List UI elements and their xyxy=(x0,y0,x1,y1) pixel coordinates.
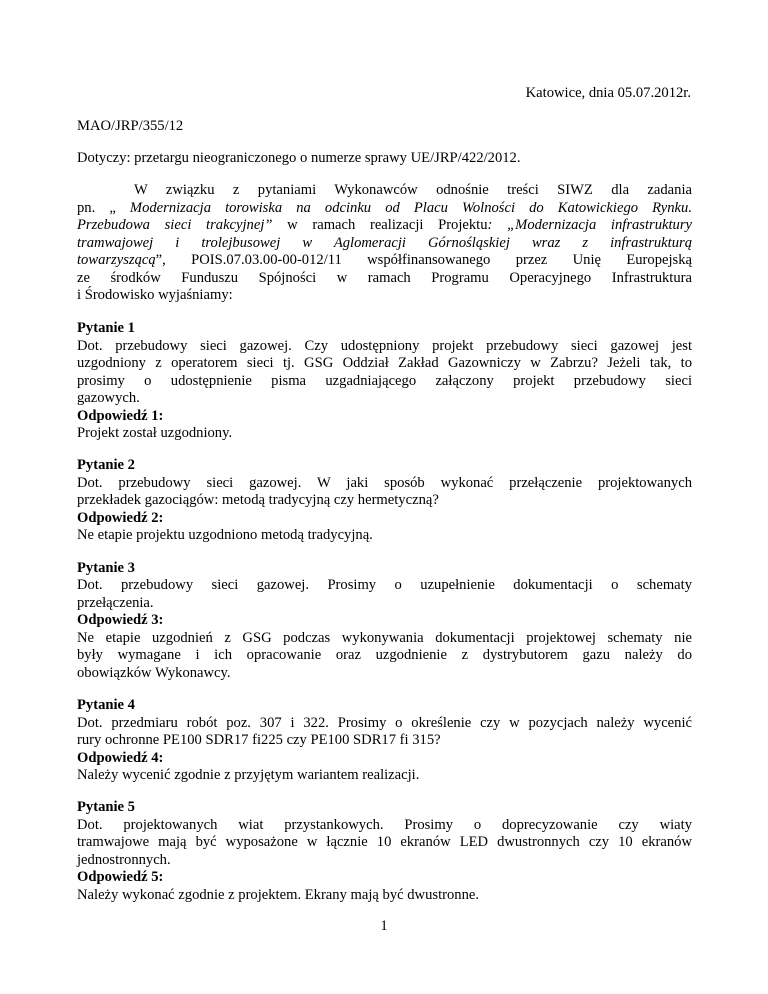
intro-line: i Środowisko wyjaśniamy: xyxy=(77,287,233,303)
reference-number: MAO/JRP/355/12 xyxy=(77,118,184,134)
page-number: 1 xyxy=(380,918,388,934)
intro-text: w ramach realizacji Projektu xyxy=(272,217,488,233)
answer-line: Należy wycenić zgodnie z przyjętym wariantem realizacji. xyxy=(77,767,420,783)
answer-label: Odpowiedź 4: xyxy=(77,750,164,766)
question-line: gazowych. xyxy=(77,390,140,406)
answer-label: Odpowiedź 5: xyxy=(77,869,164,885)
subject-line: Dotyczy: przetargu nieograniczonego o numerze sprawy UE/JRP/422/2012. xyxy=(77,150,521,166)
answer-label: Odpowiedź 3: xyxy=(77,612,164,628)
question-label: Pytanie 4 xyxy=(77,697,135,713)
intro-task-title: Modernizacja torowiska na odcinku od Placu Wolności do Katowickiego Rynku. xyxy=(129,200,692,216)
intro-text: ”, POIS.07.03.00-00-012/11 współfinansowanego przez Unię Europejską xyxy=(155,252,692,268)
answer-line: Należy wykonać zgodnie z projektem. Ekrany mają być dwustronne. xyxy=(77,887,479,903)
intro-line: ze środków Funduszu Spójności w ramach Programu Operacyjnego Infrastruktura xyxy=(77,270,692,286)
question-line: Dot. przebudowy sieci gazowej. Prosimy o uzupełnienie dokumentacji o schematy xyxy=(77,577,692,593)
answer-line: Projekt został uzgodniony. xyxy=(77,425,233,441)
question-line: uzgodniony z operatorem sieci tj. GSG Oddział Zakład Gazowniczy w Zabrzu? Jeżeli tak, to xyxy=(77,355,692,371)
answer-label: Odpowiedź 1: xyxy=(77,408,164,424)
question-label: Pytanie 5 xyxy=(77,799,135,815)
intro-line xyxy=(77,252,692,269)
question-line: przełączenia. xyxy=(77,595,154,611)
question-line: jednostronnych. xyxy=(77,852,171,868)
answer-line: Ne etapie projektu uzgodniono metodą tradycyjną. xyxy=(77,527,373,543)
question-line: Dot. przebudowy sieci gazowej. Czy udostępniony projekt przebudowy sieci gazowej jest xyxy=(77,338,692,354)
intro-line: tramwajowej i trolejbusowej w Aglomeracji Górnośląskiej wraz z infrastrukturą xyxy=(77,235,692,251)
question-line: przekładek gazociągów: metodą tradycyjną czy hermetyczną? xyxy=(77,492,439,508)
question-label: Pytanie 3 xyxy=(77,560,135,576)
intro-line xyxy=(77,217,692,234)
intro-project-title: : „Modernizacja infrastruktury xyxy=(487,217,692,233)
answer-line: obowiązków Wykonawcy. xyxy=(77,665,231,681)
question-line: tramwajowe mają być wyposażone w łącznie 10 ekranów LED dwustronnych czy 10 ekranów xyxy=(77,834,692,850)
intro-text: pn. „ xyxy=(77,200,130,216)
intro-task-title: Przebudowa sieci trakcyjnej” xyxy=(77,217,273,233)
answer-line: były wymagane i ich opracowanie oraz uzgodnienie z dystrybutorem gazu należy do xyxy=(77,647,692,663)
question-line: prosimy o udostępnienie pisma uzgadniającego załączony projekt przebudowy sieci xyxy=(77,373,692,389)
question-line: rury ochronne PE100 SDR17 fi225 czy PE100 SDR17 fi 315? xyxy=(77,732,441,748)
question-line: Dot. przebudowy sieci gazowej. W jaki sposób wykonać przełączenie projektowanych xyxy=(77,475,692,491)
question-label: Pytanie 2 xyxy=(77,457,135,473)
answer-label: Odpowiedź 2: xyxy=(77,510,164,526)
place-date: Katowice, dnia 05.07.2012r. xyxy=(525,85,691,101)
intro-project-title: towarzyszącą xyxy=(77,252,156,268)
question-line: Dot. projektowanych wiat przystankowych. Prosimy o doprecyzowanie czy wiaty xyxy=(77,817,692,833)
intro-line xyxy=(77,200,692,217)
answer-line: Ne etapie uzgodnień z GSG podczas wykonywania dokumentacji projektowej schematy nie xyxy=(77,630,692,646)
question-label: Pytanie 1 xyxy=(77,320,135,336)
question-line: Dot. przedmiaru robót poz. 307 i 322. Prosimy o określenie czy w pozycjach należy wycenić xyxy=(77,715,692,731)
intro-line: W związku z pytaniami Wykonawców odnośnie treści SIWZ dla zadania xyxy=(134,182,692,198)
